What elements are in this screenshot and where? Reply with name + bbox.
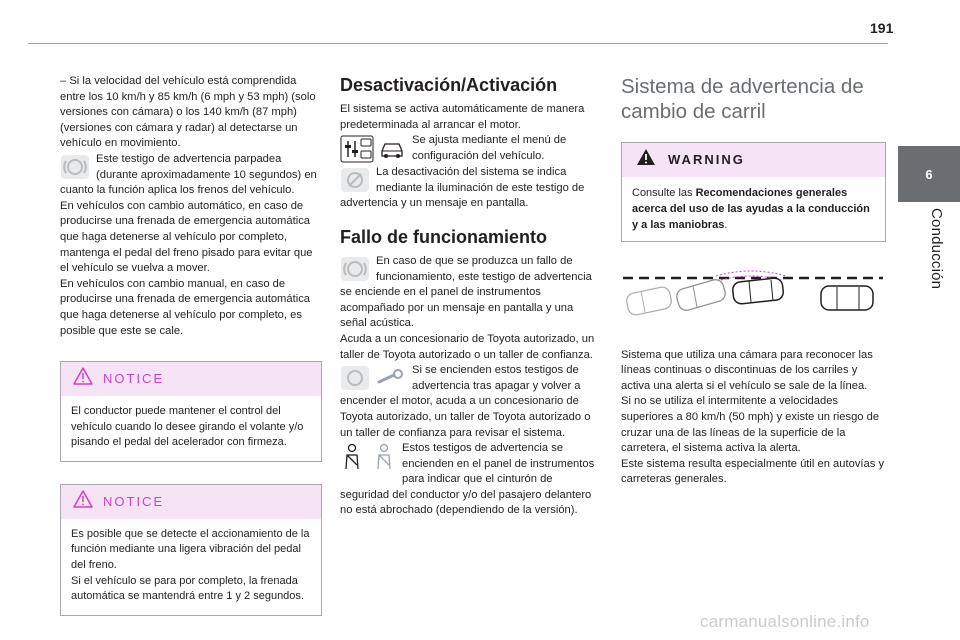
lane-usage-text: Este sistema resulta especialmente útil en autovías y carreteras generales.	[621, 457, 885, 486]
notice-title: NOTICE	[103, 494, 165, 510]
page-number: 191	[870, 20, 894, 36]
car-icon	[378, 138, 406, 160]
recommendations-link[interactable]: Recomendaciones generales acerca del uso de las ayudas a la conducción y a las maniobras	[632, 187, 870, 231]
warning-light-icon	[340, 365, 370, 391]
seatbelt-paragraph: Estos testigos de advertencia se encienden en el panel de instrumentos para indicar que el cinturón de seguridad del conductor y/o del pasajero delantero no está abrochado (dependiendo de la versión).	[340, 442, 595, 517]
column-3	[621, 74, 886, 488]
speed-range-text: – Si la velocidad del vehículo está comprendida entre los 10 km/h y 85 km/h (6 mph y 53 mph) (solo versiones con cámara) o los 140 km/h (87 mph) (versiones con cámara y radar) al detectarse un vehículo en movimiento.	[60, 75, 316, 150]
notice-title: NOTICE	[103, 371, 165, 387]
notice-header	[61, 485, 321, 519]
chapter-tab[interactable]	[898, 146, 960, 202]
dealer-text: Acuda a un concesionario de Toyota autorizado, un taller de Toyota autorizado o un taller de confianza.	[340, 332, 595, 361]
section-title: Sistema de advertencia de cambio de carril	[621, 75, 864, 123]
watermark: carmanualsonline.info	[700, 612, 870, 631]
notice-header	[61, 362, 321, 396]
malfunction-paragraph: En caso de que se produzca un fallo de funcionamiento, este testigo de advertencia se enciende en el panel de instrumentos acompañado por un mensaje en pantalla y una señal acústica.	[340, 254, 592, 330]
restart-warning-icons	[340, 365, 406, 391]
car-silhouette-3	[732, 277, 784, 304]
warning-title: WARNING	[668, 152, 745, 168]
manual-gearbox-text: En vehículos con cambio manual, en caso de producirse una frenada de emergencia automática que haga detenerse al vehículo por completo, es posible que este se cale.	[60, 277, 311, 337]
warning-header	[622, 143, 885, 177]
malfunction-heading: Fallo de funcionamiento	[340, 226, 548, 247]
column-1	[60, 74, 322, 616]
lane-camera-text: Sistema que utiliza una cámara para reconocer las líneas continuas o discontinuas de los carriles y activa una alerta si el vehículo se sale de la línea.	[621, 348, 873, 392]
warning-body: Consulte las Recomendaciones generales acerca del uso de las ayudas a la conducción y a las maniobras.	[632, 187, 870, 231]
malfunction-warning-light-icon	[340, 256, 370, 282]
notice-body: El conductor puede mantener el control del vehículo cuando lo desee girando el volante y/o pisando el pedal del acelerador con firmeza.	[71, 405, 304, 449]
settings-icons	[340, 135, 406, 163]
seatbelt-passenger-icon	[372, 443, 396, 471]
lane-speed-text: Si no se utiliza el intermitente a velocidades superiores a 80 km/h (50 mph) y existe un riesgo de cruzar una de las líneas de la superficie de la carretera, el sistema activa la alerta.	[621, 395, 880, 455]
restart-paragraph: Si se encienden estos testigos de advertencia tras apagar y volver a encender el motor, acuda a un concesionario de Toyota autorizado, un taller de Toyota autorizado o un taller de confianza para revisar el sistema.	[340, 364, 591, 439]
header-rule	[28, 43, 888, 44]
deactivation-indicator-paragraph: La desactivación del sistema se indica mediante la iluminación de este testigo de advertencia y un mensaje en pantalla.	[340, 166, 585, 210]
notice-box-1	[60, 361, 322, 462]
automatic-gearbox-text: En vehículos con cambio automático, en caso de producirse una frenada de emergencia automática que haga detenerse al vehículo por completo, mantenga el pedal del freno pisado para evitar que el vehículo se vuelva a mover.	[60, 199, 313, 275]
brake-warning-light-icon	[60, 154, 90, 180]
brake-warning-paragraph: Este testigo de advertencia parpadea (durante aproximadamente 10 segundos) en cuanto la función aplica los frenos del vehículo.	[60, 152, 317, 197]
chapter-label: Conducción	[928, 208, 945, 290]
seatbelt-icons	[340, 443, 396, 471]
chapter-number: 6	[925, 166, 933, 182]
notice-body: Es posible que se detecte el accionamiento de la función mediante una ligera vibración del pedal del freno. Si el vehículo se para por completo, la frenada automática se mantendrá entre 1 y 2 segundos.	[71, 527, 310, 603]
seatbelt-driver-icon	[340, 443, 364, 471]
car-silhouette-4	[821, 286, 873, 310]
lane-departure-illustration	[621, 264, 886, 328]
system-off-warning-light-icon	[340, 167, 370, 193]
settings-menu-paragraph: Se ajusta mediante el menú de configuración del vehículo.	[340, 133, 603, 165]
warning-triangle-icon	[73, 490, 93, 514]
car-silhouette-2	[675, 278, 727, 312]
warning-triangle-icon	[73, 367, 93, 391]
warning-triangle-icon	[636, 148, 656, 172]
vehicle-settings-icon	[340, 135, 374, 163]
car-silhouette-1	[625, 286, 673, 317]
wrench-icon	[376, 368, 406, 388]
warning-box	[621, 142, 886, 242]
notice-box-2	[60, 484, 322, 616]
column-2	[340, 74, 603, 519]
default-activation-text: El sistema se activa automáticamente de manera predeterminada al arrancar el motor.	[340, 103, 585, 131]
deactivation-heading: Desactivación/Activación	[340, 75, 558, 95]
